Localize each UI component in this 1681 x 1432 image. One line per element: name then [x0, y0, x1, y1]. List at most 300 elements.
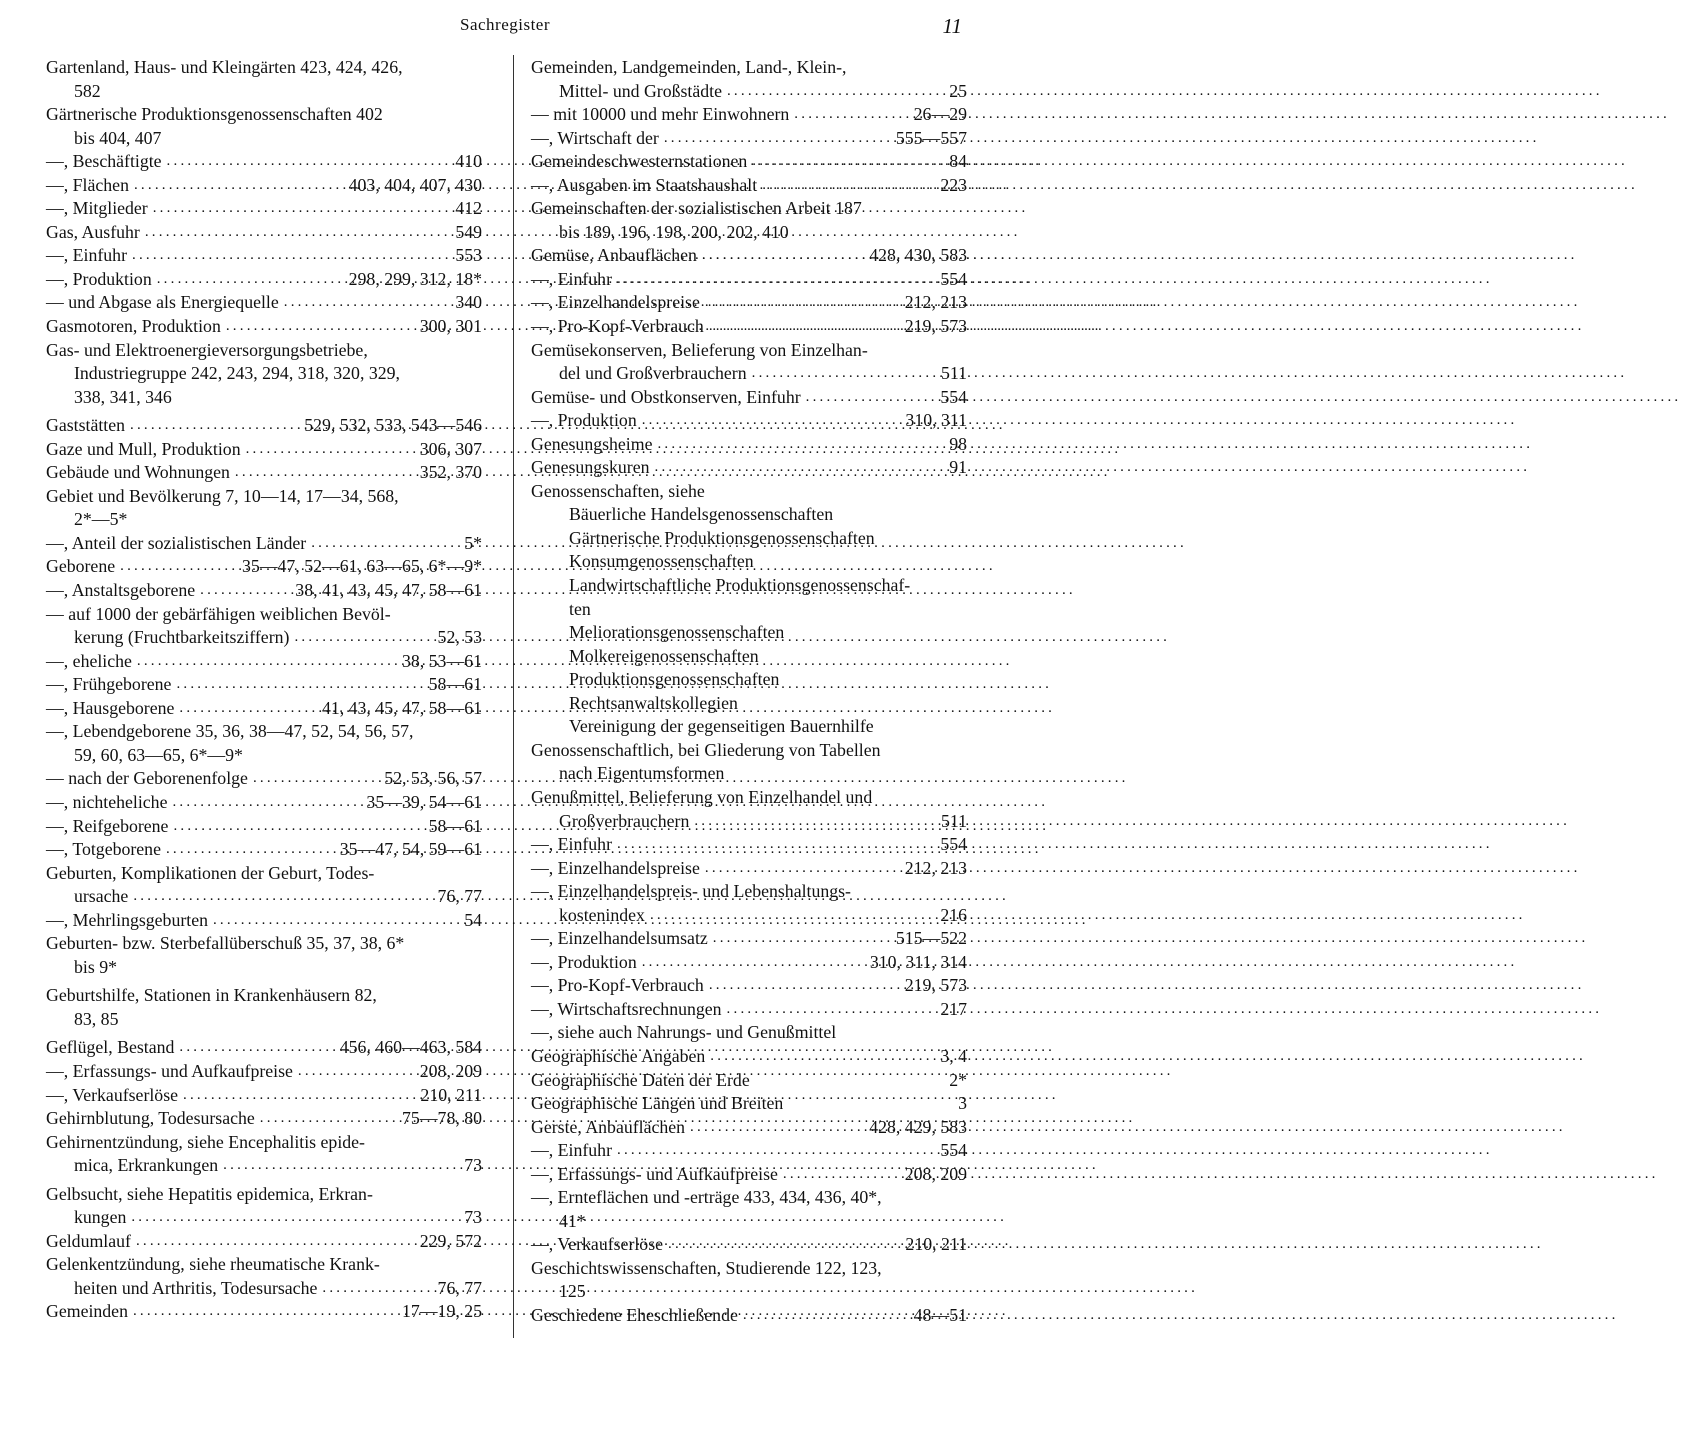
index-entry-pages: 300, 301	[419, 316, 482, 337]
index-entry-text: Gemüse- und Obstkonserven, Einfuhr	[531, 386, 801, 407]
index-entry	[531, 1233, 967, 1257]
index-entry-text: —, Wirtschaft der	[531, 127, 659, 148]
dot-leader	[221, 315, 420, 339]
index-entry-pages: 219, 573	[904, 316, 967, 337]
index-entry-text: —, Pro-Kopf-Verbrauch	[531, 316, 704, 337]
index-entry	[46, 414, 482, 438]
index-entry	[46, 1008, 482, 1032]
index-entry	[46, 744, 482, 768]
index-entry-text: Geburtshilfe, Stationen in Krankenhäusern 82,	[46, 985, 377, 1006]
index-entry-pages: 223	[940, 174, 967, 195]
index-entry-text: —, Flächen	[46, 174, 129, 195]
index-entry-text: 59, 60, 63—65, 6*—9*	[74, 744, 243, 765]
index-entry-text: Bäuerliche Handelsgenossenschaften	[569, 504, 834, 525]
index-entry-pages: 555—557	[895, 127, 967, 148]
index-entry-text: —, Frühgeborene	[46, 674, 172, 695]
index-entry	[531, 668, 967, 692]
index-entry	[531, 386, 967, 410]
index-entry	[46, 1107, 482, 1131]
index-entry-pages: 17—19, 25	[401, 1301, 482, 1322]
dot-leader	[612, 1139, 940, 1163]
dot-leader	[306, 532, 464, 556]
dot-leader	[645, 904, 940, 928]
index-entry-text: heiten und Arthritis, Todesursache	[74, 1277, 318, 1298]
index-entry	[531, 1257, 967, 1281]
dot-leader	[218, 1154, 464, 1178]
dot-leader	[652, 433, 949, 457]
index-entry	[531, 456, 967, 480]
index-entry	[46, 1277, 482, 1301]
index-entry-pages: 26—29	[913, 104, 967, 125]
index-entry-text: —, Erfassungs- und Aufkaufpreise	[46, 1060, 293, 1081]
index-entry	[531, 880, 967, 904]
index-entry-text: ten	[569, 598, 591, 619]
index-entry-text: —, Erfassungs- und Aufkaufpreise	[531, 1163, 778, 1184]
index-entry-pages: 73	[464, 1155, 482, 1176]
index-entry-text: Gemüse, Anbauflächen	[531, 245, 697, 266]
index-entry	[46, 1131, 482, 1155]
dot-leader	[241, 438, 420, 462]
dot-leader	[140, 221, 455, 245]
index-entry-text: —, Einfuhr	[531, 1140, 612, 1161]
index-entry-text: Geographische Längen und Breiten	[531, 1093, 784, 1114]
index-entry	[531, 810, 967, 834]
dot-leader	[612, 268, 940, 292]
dot-leader	[722, 998, 941, 1022]
index-entry-pages: 554	[940, 386, 967, 407]
index-entry-text: Gartenland, Haus- und Kleingärten 423, 424, 426,	[46, 57, 403, 77]
index-entry-text: —, Einfuhr	[531, 268, 612, 289]
index-entry-text: Gemeinschaften der sozialistischen Arbeit 187	[531, 198, 862, 219]
index-entry-text: Genußmittel, Belieferung von Einzelhandel und	[531, 786, 873, 807]
index-entry	[531, 362, 967, 386]
index-entry-pages: 208, 209	[904, 1163, 967, 1184]
index-entry-text: —, Einzelhandelsumsatz	[531, 928, 708, 949]
index-entry-text: Gas, Ausfuhr	[46, 221, 140, 242]
index-entry-pages: 212, 213	[904, 292, 967, 313]
index-entry-text: Geburten, Komplikationen der Geburt, Todes-	[46, 862, 375, 883]
index-entry-pages: 38, 41, 43, 45, 47, 58—61	[295, 580, 482, 601]
dot-leader	[162, 150, 456, 174]
dot-leader	[255, 1107, 402, 1131]
index-entry	[46, 174, 482, 198]
index-entry-text: Gaze und Mull, Produktion	[46, 438, 241, 459]
index-entry	[46, 697, 482, 721]
index-entry-pages: 98	[949, 433, 967, 454]
dot-leader	[705, 1045, 940, 1069]
dot-leader	[171, 673, 428, 697]
index-entry-pages: 58—61	[428, 674, 482, 695]
index-entry	[46, 862, 482, 886]
index-entry-text: Gärtnerische Produktionsgenossenschaften	[569, 527, 875, 548]
index-entry	[46, 197, 482, 221]
index-entry-text: —, Einfuhr	[531, 834, 612, 855]
leader-space	[783, 1092, 958, 1116]
index-entry	[531, 715, 967, 739]
index-entry-text: Geflügel, Bestand	[46, 1037, 175, 1058]
index-entry	[46, 673, 482, 697]
index-entry	[531, 1186, 967, 1210]
index-entry-pages: 212, 213	[904, 857, 967, 878]
index-entry	[46, 956, 482, 980]
index-entry-text: kerung (Fruchtbarkeitsziffern)	[74, 627, 290, 648]
index-entry-text: Genesungskuren	[531, 457, 650, 478]
index-entry	[46, 555, 482, 579]
index-entry-pages: 549	[455, 221, 482, 242]
index-entry-pages: 35—47, 54, 59—61	[339, 839, 482, 860]
index-entry	[46, 56, 482, 80]
index-entry	[46, 532, 482, 556]
index-entry-text: — auf 1000 der gebärfähigen weiblichen Bevöl-	[46, 603, 391, 624]
dot-leader	[689, 810, 941, 834]
index-entry	[531, 315, 967, 339]
dot-leader	[127, 244, 455, 268]
index-entry-text: —, Mitglieder	[46, 198, 148, 219]
index-entry-text: Gebäude und Wohnungen	[46, 462, 230, 483]
index-entry-text: Gelbsucht, siehe Hepatitis epidemica, Erkran-	[46, 1183, 373, 1204]
index-entry-text: mica, Erkrankungen	[74, 1155, 219, 1176]
index-entry	[46, 508, 482, 532]
index-entry	[46, 339, 482, 363]
index-entry-pages: 216	[940, 904, 967, 925]
index-entry	[46, 80, 482, 104]
index-entry-pages: 84	[949, 151, 967, 172]
index-entry	[531, 951, 967, 975]
index-entry	[46, 626, 482, 650]
dot-leader	[128, 1300, 402, 1324]
dot-leader	[637, 409, 906, 433]
index-entry-text: 2*—5*	[74, 509, 128, 530]
dot-leader	[685, 1116, 869, 1140]
index-entry-text: —, Produktion	[531, 951, 637, 972]
index-entry-text: —, Ausgaben im Staatshaushalt	[531, 174, 758, 195]
index-entry-text: Gemeinden	[46, 1301, 128, 1322]
index-entry	[46, 1183, 482, 1207]
index-entry	[531, 762, 967, 786]
index-entry-text: Gärtnerische Produktionsgenossenschaften 402	[46, 104, 383, 125]
index-entry-pages: 217	[940, 998, 967, 1019]
index-entry	[531, 1045, 967, 1069]
index-entry-pages: 456, 460—463, 584	[339, 1037, 482, 1058]
index-entry-text: —, Totgeborene	[46, 839, 161, 860]
index-entry-text: —, Produktion	[46, 268, 152, 289]
dot-leader	[125, 414, 304, 438]
index-entry-text: —, Anteil der sozialistischen Länder	[46, 532, 307, 553]
index-entry	[531, 1116, 967, 1140]
index-entry-text: Gehirnentzündung, siehe Encephalitis epide-	[46, 1131, 365, 1152]
dot-leader	[708, 927, 896, 951]
dot-leader	[293, 1060, 420, 1084]
dot-leader	[126, 1206, 464, 1230]
index-entry	[46, 815, 482, 839]
index-entry	[46, 650, 482, 674]
index-entry-text: —, Produktion	[531, 410, 637, 431]
index-entry-pages: 35—39, 54—61	[366, 791, 482, 812]
index-entry-text: 582	[74, 80, 101, 101]
dot-leader	[115, 555, 242, 579]
index-entry-pages: 210, 211	[420, 1084, 482, 1105]
index-entry-pages: 76, 77	[437, 1277, 482, 1298]
index-entry	[531, 174, 967, 198]
index-entry	[531, 1069, 967, 1093]
index-entry	[46, 1154, 482, 1178]
index-entry-pages: 208, 209	[419, 1060, 482, 1081]
index-entry	[46, 767, 482, 791]
index-entry	[531, 1163, 967, 1187]
index-entry-pages: 75—78, 80	[401, 1108, 482, 1129]
dot-leader	[131, 1230, 420, 1254]
index-entry-text: —, Lebendgeborene 35, 36, 38—47, 52, 54, 56, 57,	[46, 721, 414, 742]
index-entry-text: Geldumlauf	[46, 1230, 131, 1251]
index-entry-text: Gehirnblutung, Todesursache	[46, 1108, 255, 1129]
dot-leader	[132, 650, 402, 674]
index-entry	[46, 268, 482, 292]
index-entry	[46, 438, 482, 462]
index-entry	[46, 127, 482, 151]
index-entry-text: Großverbrauchern	[559, 810, 690, 831]
dot-leader	[700, 857, 905, 881]
index-entry-text: Geschiedene Eheschließende	[531, 1304, 738, 1325]
index-entry	[531, 56, 967, 80]
index-entry-text: Gelenkentzündung, siehe rheumatische Krank-	[46, 1254, 380, 1275]
index-entry-pages: 511	[940, 363, 967, 384]
index-entry-text: Industriegruppe 242, 243, 294, 318, 320, 329,	[74, 363, 400, 384]
dot-leader	[650, 456, 950, 480]
index-entry-pages: 38, 53—61	[401, 650, 482, 671]
index-entry	[46, 1060, 482, 1084]
index-entry	[46, 244, 482, 268]
index-entry-text: 41*	[559, 1210, 586, 1231]
index-entry-text: Gaststätten	[46, 415, 126, 436]
index-entry-text: —, Einzelhandelspreise	[531, 292, 700, 313]
index-entry-text: Genesungsheime	[531, 433, 653, 454]
dot-leader	[148, 197, 456, 221]
index-entry	[531, 433, 967, 457]
index-entry-text: Landwirtschaftliche Produktionsgenossenschaf-	[569, 575, 911, 596]
index-entry-pages: 35—47, 52—61, 63—65, 6*—9*	[241, 556, 482, 577]
index-entry-pages: 52, 53	[437, 627, 482, 648]
dot-leader	[174, 1036, 339, 1060]
index-entry-text: Vereinigung der gegenseitigen Bauernhilfe	[569, 716, 874, 737]
index-entry	[46, 932, 482, 956]
index-entry-pages: 3	[958, 1093, 967, 1114]
index-entry-text: —, Reifgeborene	[46, 815, 169, 836]
index-entry-text: — mit 10000 und mehr Einwohnern	[531, 104, 790, 125]
page-number: 11	[942, 14, 962, 38]
index-entry-text: Gemüsekonserven, Belieferung von Einzelhan-	[531, 339, 868, 360]
index-entry	[531, 998, 967, 1022]
index-entry-text: 125	[559, 1281, 586, 1302]
index-entry-text: kungen	[74, 1207, 127, 1228]
index-entry-text: —, Beschäftigte	[46, 151, 162, 172]
index-entry	[46, 386, 482, 410]
dot-leader	[289, 626, 437, 650]
index-column-right	[531, 56, 967, 1328]
dot-leader	[129, 174, 349, 198]
index-entry-text: Gemeindeschwesternstationen	[531, 151, 748, 172]
index-entry-text: —, siehe auch Nahrungs- und Genußmittel	[531, 1022, 837, 1043]
index-entry-text: Molkereigenossenschaften	[569, 645, 759, 666]
dot-leader	[612, 833, 940, 857]
index-entry-text: Geborene	[46, 556, 116, 577]
index-entry-pages: 73	[464, 1207, 482, 1228]
index-entry-pages: 554	[940, 268, 967, 289]
index-entry	[531, 221, 967, 245]
index-entry	[531, 786, 967, 810]
index-entry-pages: 52, 53, 56, 57	[384, 768, 482, 789]
index-entry-text: bis 9*	[74, 956, 117, 977]
index-entry-pages: 554	[940, 1140, 967, 1161]
index-entry-pages: 428, 430, 583	[869, 245, 967, 266]
dot-leader	[700, 291, 905, 315]
index-entry-pages: 553	[455, 245, 482, 266]
index-entry-text: del und Großverbrauchern	[559, 363, 747, 384]
dot-leader	[174, 697, 322, 721]
index-entry-pages: 48—51	[913, 1304, 967, 1325]
index-entry-pages: 515—522	[895, 928, 967, 949]
dot-leader	[722, 80, 949, 104]
index-entry	[531, 291, 967, 315]
index-entry-text: Gasmotoren, Produktion	[46, 316, 221, 337]
index-entry	[531, 127, 967, 151]
index-entry	[46, 603, 482, 627]
index-entry-text: Gas- und Elektroenergieversorgungsbetriebe,	[46, 339, 368, 360]
index-entry-pages: 3, 4	[940, 1045, 967, 1066]
index-entry-pages: 412	[455, 198, 482, 219]
index-entry	[531, 833, 967, 857]
dot-leader	[704, 974, 905, 998]
index-entry	[531, 1021, 967, 1045]
dot-leader	[230, 461, 420, 485]
index-entry-pages: 410	[455, 151, 482, 172]
index-entry-text: Meliorationsgenossenschaften	[569, 622, 785, 643]
index-entry	[46, 1230, 482, 1254]
dot-leader	[248, 767, 384, 791]
index-entry-text: bis 404, 407	[74, 127, 162, 148]
index-entry-pages: 428, 429, 583	[869, 1116, 967, 1137]
index-entry	[531, 1092, 967, 1116]
dot-leader	[747, 150, 949, 174]
index-entry-text: Rechtsanwaltskollegien	[569, 692, 738, 713]
index-entry-pages: 403, 404, 407, 430	[348, 174, 482, 195]
index-entry-text: —, Wirtschaftsrechnungen	[531, 998, 722, 1019]
index-entry	[531, 974, 967, 998]
index-entry-text: nach Eigentumsformen	[559, 763, 725, 784]
dot-leader	[663, 1233, 905, 1257]
dot-leader	[738, 1304, 914, 1328]
dot-leader	[704, 315, 905, 339]
index-entry-pages: 219, 573	[904, 975, 967, 996]
index-entry-text: Mittel- und Großstädte	[559, 80, 722, 101]
dot-leader	[659, 127, 896, 151]
index-entry-text: —, nichteheliche	[46, 791, 168, 812]
index-entry	[46, 315, 482, 339]
index-entry	[531, 1304, 967, 1328]
index-entry-pages: 54	[464, 909, 482, 930]
index-entry	[531, 1210, 967, 1234]
index-entry-pages: 298, 299, 312, 18*	[348, 268, 482, 289]
index-entry-text: 338, 341, 346	[74, 386, 172, 407]
index-entry	[46, 461, 482, 485]
index-entry-pages: 306, 307	[419, 438, 482, 459]
index-entry	[46, 485, 482, 509]
index-entry-text: —, Einfuhr	[46, 245, 127, 266]
index-entry-pages: 229, 572	[419, 1230, 482, 1251]
index-entry-pages: 91	[949, 457, 967, 478]
index-entry-text: — und Abgase als Energiequelle	[46, 292, 279, 313]
index-entry	[531, 80, 967, 104]
index-entry-pages: 554	[940, 834, 967, 855]
index-entry-text: — nach der Geborenenfolge	[46, 768, 248, 789]
index-entry-text: —, Mehrlingsgeburten	[46, 909, 208, 930]
index-entry	[531, 197, 967, 221]
index-entry	[531, 244, 967, 268]
index-entry-text: Konsumgenossenschaften	[569, 551, 754, 572]
index-entry-text: —, Anstaltsgeborene	[46, 580, 196, 601]
index-entry	[46, 103, 482, 127]
index-entry	[46, 1253, 482, 1277]
index-entry	[531, 927, 967, 951]
index-entry-text: —, Hausgeborene	[46, 697, 175, 718]
dot-leader	[168, 815, 428, 839]
index-entry	[531, 621, 967, 645]
dot-leader	[757, 174, 940, 198]
index-entry	[531, 150, 967, 174]
index-entry-pages: 310, 311, 314	[869, 951, 967, 972]
index-entry	[46, 1084, 482, 1108]
index-entry	[531, 409, 967, 433]
index-entry	[46, 1206, 482, 1230]
index-entry-text: Geographische Daten der Erde	[531, 1069, 750, 1090]
index-entry	[46, 221, 482, 245]
index-entry-text: ursache	[74, 886, 129, 907]
index-entry-text: Geschichtswissenschaften, Studierende 122, 123,	[531, 1257, 882, 1278]
dot-leader	[279, 291, 456, 315]
dot-leader	[317, 1277, 437, 1301]
index-entry-pages: 5*	[464, 532, 482, 553]
index-entry	[531, 268, 967, 292]
index-entry	[531, 645, 967, 669]
index-entry	[46, 720, 482, 744]
index-entry	[531, 1280, 967, 1304]
index-entry-text: 83, 85	[74, 1008, 119, 1029]
running-header: Sachregister	[459, 15, 551, 34]
dot-leader	[167, 791, 366, 815]
index-entry-text: Genossenschaftlich, bei Gliederung von Tabellen	[531, 739, 881, 760]
dot-leader	[778, 1163, 905, 1187]
index-entry	[531, 739, 967, 763]
index-entry-pages: 41, 43, 45, 47, 58—61	[321, 697, 482, 718]
index-entry	[46, 362, 482, 386]
index-entry	[46, 885, 482, 909]
index-entry-text: Gebiet und Bevölkerung 7, 10—14, 17—34, 568,	[46, 485, 399, 506]
index-entry	[46, 579, 482, 603]
dot-leader	[801, 386, 941, 410]
index-entry	[531, 857, 967, 881]
index-entry	[531, 574, 967, 598]
index-entry	[46, 838, 482, 862]
index-entry-text: Gerste, Anbauflächen	[531, 1116, 686, 1137]
index-entry-text: bis 189, 196, 198, 200, 202, 410	[559, 221, 789, 242]
index-entry-text: Genossenschaften, siehe	[531, 480, 705, 501]
dot-leader	[208, 909, 464, 933]
index-entry-text: —, Einzelhandelspreise	[531, 857, 700, 878]
index-entry-pages: 529, 532, 533, 543—546	[304, 415, 482, 436]
index-entry	[531, 527, 967, 551]
index-entry-text: Geburten- bzw. Sterbefallüberschuß 35, 37, 38, 6*	[46, 933, 405, 954]
dot-leader	[637, 951, 870, 975]
index-entry-pages: 352, 370	[419, 462, 482, 483]
